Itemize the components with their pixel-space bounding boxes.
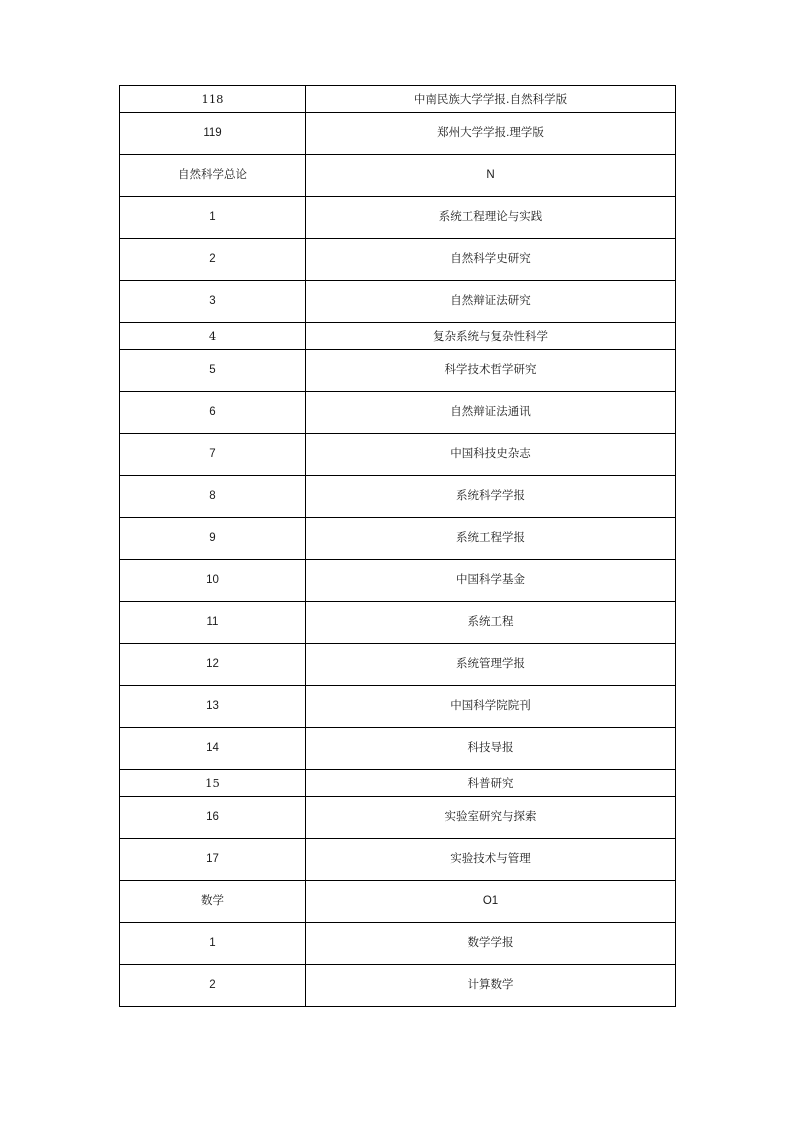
table-cell-name: 自然科学史研究 (306, 239, 676, 281)
table-cell-name: 中国科学基金 (306, 560, 676, 602)
table-cell-name: 中国科学院院刊 (306, 686, 676, 728)
table-row (120, 923, 676, 965)
table-cell-index: 13 (120, 686, 306, 728)
table-cell-index: 5 (120, 350, 306, 392)
journal-table (119, 85, 676, 1007)
table-cell-name: 系统工程学报 (306, 518, 676, 560)
table-cell-name: 计算数学 (306, 965, 676, 1007)
table-row (120, 560, 676, 602)
table-row (120, 434, 676, 476)
table-cell-index: 8 (120, 476, 306, 518)
table-cell-index: 3 (120, 281, 306, 323)
table-cell-index: 1 (120, 197, 306, 239)
table-cell-name: 复杂系统与复杂性科学 (306, 323, 676, 350)
table-cell-name: 实验室研究与探索 (306, 797, 676, 839)
table-cell-index: 17 (120, 839, 306, 881)
table-cell-index: 14 (120, 728, 306, 770)
table-row (120, 839, 676, 881)
table-row (120, 155, 676, 197)
table-cell-name: N (306, 155, 676, 197)
table-cell-index: 119 (120, 113, 306, 155)
table-cell-name: 系统工程 (306, 602, 676, 644)
table-cell-index: 自然科学总论 (120, 155, 306, 197)
table-row (120, 728, 676, 770)
table-cell-index: 16 (120, 797, 306, 839)
table-row (120, 644, 676, 686)
table-cell-name: 系统科学学报 (306, 476, 676, 518)
table-row (120, 350, 676, 392)
table-cell-name: 科技导报 (306, 728, 676, 770)
table-cell-name: 科普研究 (306, 770, 676, 797)
table-cell-index: 10 (120, 560, 306, 602)
table-cell-name: 中南民族大学学报.自然科学版 (306, 86, 676, 113)
table-cell-index: 数学 (120, 881, 306, 923)
table-cell-name: 自然辩证法通讯 (306, 392, 676, 434)
table-row (120, 686, 676, 728)
table-cell-name: 数学学报 (306, 923, 676, 965)
table-row (120, 476, 676, 518)
table-cell-index: 2 (120, 965, 306, 1007)
table-cell-name: 系统管理学报 (306, 644, 676, 686)
journal-table-body (120, 86, 676, 1007)
table-row (120, 86, 676, 113)
table-row (120, 881, 676, 923)
table-row (120, 281, 676, 323)
table-cell-name: 实验技术与管理 (306, 839, 676, 881)
table-row (120, 770, 676, 797)
table-cell-index: 15 (120, 770, 306, 797)
table-cell-name: 郑州大学学报.理学版 (306, 113, 676, 155)
table-row (120, 113, 676, 155)
table-cell-index: 7 (120, 434, 306, 476)
table-cell-index: 9 (120, 518, 306, 560)
table-row (120, 965, 676, 1007)
table-cell-index: 11 (120, 602, 306, 644)
table-cell-name: O1 (306, 881, 676, 923)
table-cell-name: 科学技术哲学研究 (306, 350, 676, 392)
table-row (120, 392, 676, 434)
table-cell-name: 系统工程理论与实践 (306, 197, 676, 239)
table-cell-index: 6 (120, 392, 306, 434)
table-row (120, 518, 676, 560)
table-cell-index: 2 (120, 239, 306, 281)
table-cell-index: 12 (120, 644, 306, 686)
table-row (120, 797, 676, 839)
table-cell-index: 4 (120, 323, 306, 350)
table-row (120, 239, 676, 281)
table-row (120, 197, 676, 239)
table-row (120, 323, 676, 350)
journal-table-container (119, 85, 675, 1007)
table-cell-index: 118 (120, 86, 306, 113)
table-cell-name: 中国科技史杂志 (306, 434, 676, 476)
table-cell-name: 自然辩证法研究 (306, 281, 676, 323)
table-cell-index: 1 (120, 923, 306, 965)
table-row (120, 602, 676, 644)
